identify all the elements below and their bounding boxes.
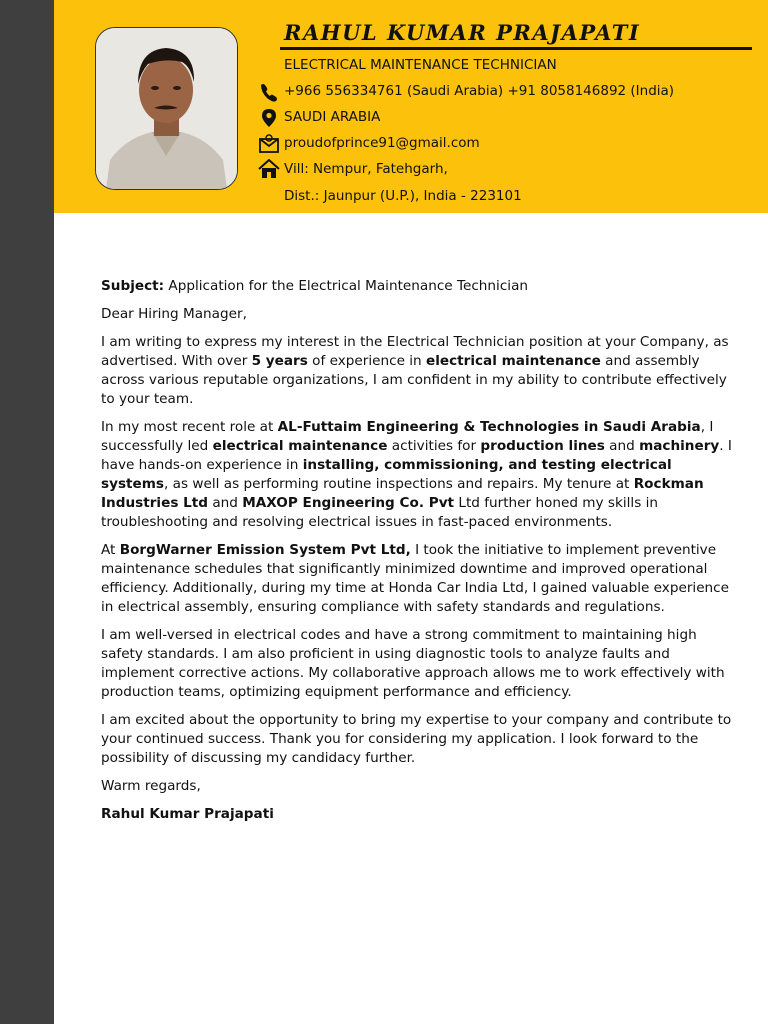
- body-text: . I have hands-on experience in: [101, 438, 732, 473]
- emphasis-text: installing, commissioning, and testing electrical systems: [101, 457, 672, 492]
- portrait-image: [96, 28, 237, 189]
- phone-numbers: +966 556334761 (Saudi Arabia) +91 8058146892 (India): [284, 83, 675, 99]
- emphasis-text: 5 years: [251, 353, 308, 369]
- address-line-2: Dist.: Jaunpur (U.P.), India - 223101: [284, 188, 522, 204]
- profile-photo: [95, 27, 238, 190]
- emphasis-text: AL-Futtaim Engineering & Technologies in Saudi Arabia: [277, 419, 701, 435]
- body-text: At: [101, 542, 120, 558]
- body-text: , I successfully led: [101, 419, 714, 454]
- body-text: I am writing to express my interest in the Electrical Technician position at your Company, as advertised. With over: [101, 334, 729, 369]
- job-title: ELECTRICAL MAINTENANCE TECHNICIAN: [284, 57, 557, 73]
- paragraph-2: [101, 418, 741, 532]
- emphasis-text: electrical maintenance: [425, 353, 601, 369]
- body-text: and assembly across various reputable organizations, I am confident in my ability to contribute effectively to your team.: [101, 353, 727, 407]
- salutation: Dear Hiring Manager,: [101, 306, 247, 322]
- emphasis-text: Rockman Industries Ltd: [101, 476, 704, 511]
- body-text: activities for: [387, 438, 481, 454]
- name-underline: [280, 47, 752, 50]
- address-line-1: Vill: Nempur, Fatehgarh,: [284, 161, 448, 177]
- home-icon: [258, 159, 280, 179]
- candidate-name: RAHUL KUMAR PRAJAPATI: [284, 20, 641, 45]
- closing: Warm regards,: [101, 778, 201, 794]
- body-text: and: [208, 495, 243, 511]
- body-text: In my most recent role at: [101, 419, 278, 435]
- emphasis-text: production lines: [480, 438, 605, 454]
- signature: [101, 805, 741, 824]
- location: SAUDI ARABIA: [284, 109, 381, 125]
- subject-text: Application for the Electrical Maintenance Technician: [164, 278, 529, 294]
- emphasis-text: MAXOP Engineering Co. Pvt: [242, 495, 455, 511]
- subject-line: [101, 277, 741, 296]
- subject-label: Subject:: [101, 278, 165, 294]
- body-text: I took the initiative to implement preventive maintenance schedules that significantly minimized downtime and improved operational efficiency. Additionally, during my time at Honda Car India Ltd, I gained valuable experience in electrical assembly, ensuring compliance with safety standards and regulations.: [101, 542, 730, 615]
- phone-icon: [258, 82, 280, 102]
- body-text: of experience in: [307, 353, 426, 369]
- emphasis-text: machinery: [639, 438, 720, 454]
- emphasis-text: electrical maintenance: [212, 438, 388, 454]
- paragraph-5: I am excited about the opportunity to bring my expertise to your company and contribute to your continued success. Thank you for considering my application. I look forward to the possibility of discussing my candidacy further.: [101, 712, 732, 766]
- location-pin-icon: [258, 108, 280, 128]
- body-text: and: [604, 438, 640, 454]
- cover-letter-body: [101, 277, 741, 833]
- email-address: proudofprince91@gmail.com: [284, 135, 480, 151]
- email-icon: [258, 134, 280, 154]
- emphasis-text: BorgWarner Emission System Pvt Ltd,: [119, 542, 411, 558]
- paragraph-1: [101, 333, 741, 409]
- body-text: Ltd further honed my skills in troubleshooting and resolving electrical issues in fast-paced environments.: [101, 495, 658, 530]
- paragraph-4: I am well-versed in electrical codes and have a strong commitment to maintaining high safety standards. I am also proficient in using diagnostic tools to analyze faults and implement corrective actions. My collaborative approach allows me to work effectively with production teams, optimizing equipment performance and efficiency.: [101, 627, 725, 700]
- body-text: , as well as performing routine inspections and repairs. My tenure at: [164, 476, 634, 492]
- left-sidebar-band: [0, 0, 54, 1024]
- paragraph-3: [101, 541, 741, 617]
- signature-name: Rahul Kumar Prajapati: [101, 806, 274, 822]
